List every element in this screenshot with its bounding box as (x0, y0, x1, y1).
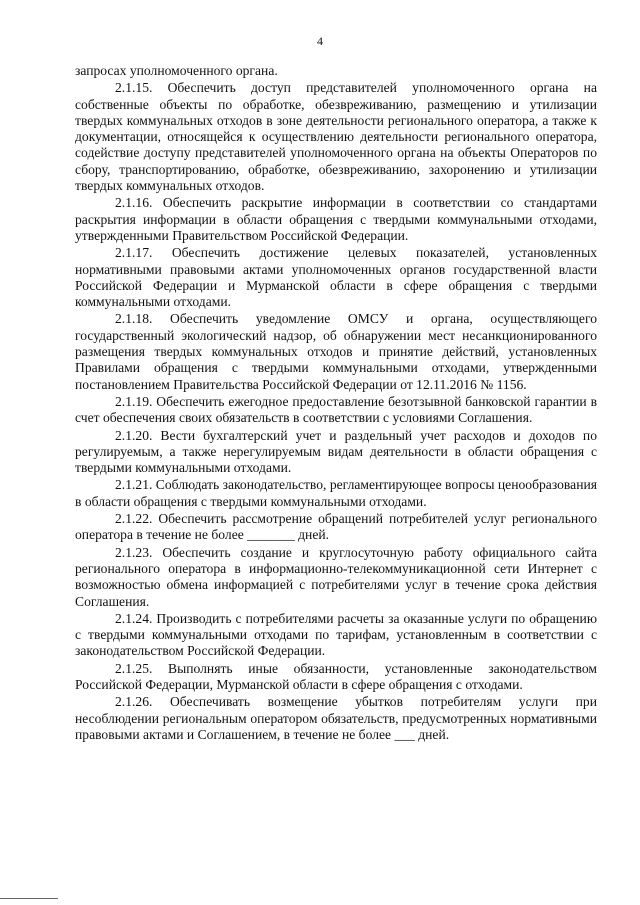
page-number: 4 (317, 34, 323, 48)
paragraph-2-1-15: 2.1.15. Обеспечить доступ представителей уполномоченного органа на собственные объекты по обработке, обезвреживанию, размещению и утилизации твердых коммунальных отходов в зоне деятельности регионального оператора, а также к документации, относящейся к осуществлению деятельности регионального оператора, содействие доступу представителей уполномоченного органа на объекты Операторов по сбору, транспортированию, обработке, обезвреживанию, захоронению и утилизации твердых коммунальных отходов. (75, 80, 597, 194)
paragraph-continuation: запросах уполномоченного органа. (75, 63, 278, 78)
paragraph-2-1-18: 2.1.18. Обеспечить уведомление ОМСУ и органа, осуществляющего государственный экологический надзор, об обнаружении мест несанкционированного размещения твердых коммунальных отходов и принятие действий, установленных Правилами обращения с твердыми коммунальными отходами, утвержденными постановлением Правительства Российской Федерации от 12.11.2016 № 1156. (75, 311, 597, 392)
paragraph-2-1-19: 2.1.19. Обеспечить ежегодное предоставление безотзывной банковской гарантии в счет обеспечения своих обязательств в соответствии с условиями Соглашения. (75, 393, 597, 426)
paragraph-2-1-24: 2.1.24. Производить с потребителями расчеты за оказанные услуги по обращению с твердыми коммунальными отходами по тарифам, установленным в соответствии с законодательством Российской Федерации. (75, 610, 597, 659)
paragraph-2-1-17: 2.1.17. Обеспечить достижение целевых показателей, установленных нормативными правовыми актами уполномоченных органов государственной власти Российской Федерации и Мурманской области в сфере обращения с твердыми коммунальными отходами. (75, 245, 597, 310)
paragraph-2-1-23: 2.1.23. Обеспечить создание и круглосуточную работу официального сайта регионального оператора в информационно-телекоммуникационной сети Интернет с возможностью обмена информацией с потребителями услуг в течение срока действия Соглашения. (75, 544, 597, 609)
paragraph-2-1-20: 2.1.20. Вести бухгалтерский учет и раздельный учет расходов и доходов по регулируемым, а также нерегулируемым видам деятельности в области обращения с твердыми коммунальными отходами. (75, 427, 597, 476)
paragraph-2-1-21: 2.1.21. Соблюдать законодательство, регламентирующее вопросы ценообразования в области обращения с твердыми коммунальными отходами. (75, 477, 597, 509)
paragraph-2-1-16: 2.1.16. Обеспечить раскрытие информации в соответствии со стандартами раскрытия информации в области обращения с твердыми коммунальными отходами, утвержденными Правительством Российской Федерации. (75, 195, 597, 243)
scan-edge-mark (0, 898, 58, 900)
document-body (75, 63, 597, 744)
paragraph-2-1-25: 2.1.25. Выполнять иные обязанности, установленные законодательством Российской Федерации, Мурманской области в сфере обращения с отходами. (75, 660, 597, 692)
paragraph-2-1-22: 2.1.22. Обеспечить рассмотрение обращений потребителей услуг регионального оператора в течение не более _______ дней. (75, 511, 597, 543)
paragraph-2-1-26: 2.1.26. Обеспечивать возмещение убытков потребителям услуги при несоблюдении региональным оператором обязательств, предусмотренных нормативными правовыми актами и Соглашением, в течение не более ___ дней. (75, 694, 597, 742)
